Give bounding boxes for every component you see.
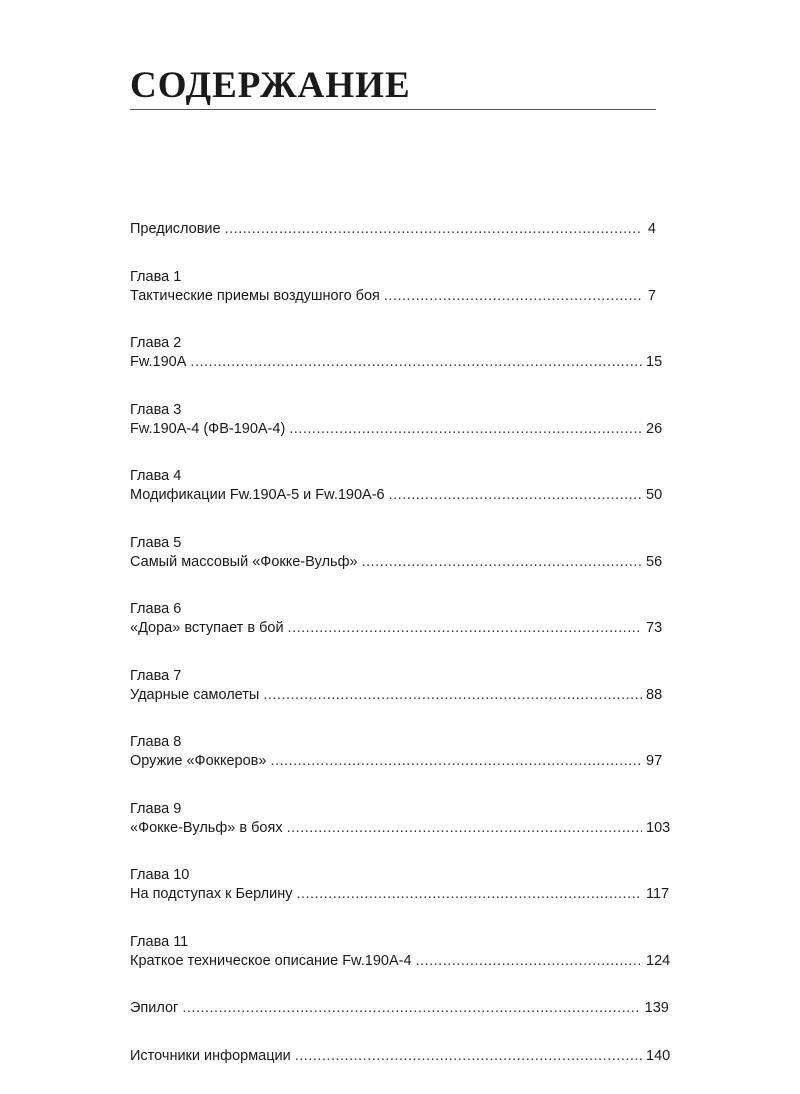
dot-leader [182, 999, 640, 1017]
toc-entry-chapter-1 [130, 268, 656, 306]
toc-chapter-label: Глава 3 [130, 401, 182, 418]
toc-page-number: 15 [646, 354, 663, 370]
dot-leader [225, 220, 642, 238]
toc-page-number: 88 [646, 686, 663, 703]
toc-line [130, 952, 671, 971]
toc-line [130, 287, 656, 306]
dot-leader [190, 353, 642, 371]
toc-entry-chapter-8 [130, 733, 663, 771]
toc-entry-title: Предисловие [130, 221, 221, 237]
toc-chapter-label: Глава 1 [130, 268, 182, 285]
dot-leader [287, 819, 642, 837]
dot-leader [289, 420, 642, 438]
toc-entry-title: «Фокке-Вульф» в боях [130, 819, 283, 836]
page-title: СОДЕРЖАНИЕ [130, 65, 411, 106]
toc-line [130, 752, 663, 771]
toc-chapter-label: Глава 5 [130, 534, 182, 551]
toc-entry-chapter-6 [130, 600, 663, 638]
toc-line [130, 353, 663, 372]
toc-chapter-label: Глава 4 [130, 468, 182, 484]
toc-entry-chapter-4 [130, 467, 663, 505]
toc-entry-title: Эпилог [130, 1000, 179, 1016]
toc-page-number: 4 [647, 221, 656, 237]
toc-chapter-label: Глава 7 [130, 667, 182, 684]
toc-line [130, 486, 663, 505]
toc-entry-sources [130, 1047, 671, 1066]
toc-entry-chapter-11 [130, 933, 671, 971]
toc-line [130, 553, 663, 572]
toc-page-number: 103 [646, 819, 671, 836]
toc-page-number: 7 [647, 287, 656, 304]
dot-leader [416, 952, 642, 970]
toc-entry-chapter-9 [130, 800, 671, 838]
toc-entry-chapter-5 [130, 534, 663, 572]
toc-entry-chapter-3 [130, 401, 663, 439]
dot-leader [384, 287, 642, 305]
toc-page-number: 117 [646, 886, 670, 902]
dot-leader [263, 686, 642, 704]
toc-entry-title: Ударные самолеты [130, 686, 260, 703]
toc-entry-title: Оружие «Фоккеров» [130, 753, 267, 769]
toc-line [130, 819, 671, 838]
toc-line [130, 220, 656, 239]
dot-leader [362, 553, 642, 571]
toc-page-number: 56 [646, 553, 663, 570]
toc-line [130, 420, 663, 439]
dot-leader [389, 486, 642, 504]
toc-entry-preface [130, 220, 656, 239]
toc-entry-title: Тактические приемы воздушного боя [130, 287, 380, 304]
dot-leader [270, 752, 642, 770]
toc-chapter-label: Глава 6 [130, 601, 182, 617]
dot-leader [295, 1047, 642, 1065]
toc-entry-chapter-7 [130, 667, 663, 705]
toc-entry-chapter-10 [130, 866, 670, 904]
toc-entry-title: Fw.190А-4 (ФВ-190А-4) [130, 420, 286, 437]
table-of-contents [130, 220, 671, 1094]
toc-chapter-label: Глава 2 [130, 335, 182, 351]
toc-entry-title: Источники информации [130, 1047, 291, 1064]
toc-line [130, 885, 670, 904]
toc-entry-title: Самый массовый «Фокке-Вульф» [130, 553, 358, 570]
toc-chapter-label: Глава 8 [130, 734, 182, 750]
toc-entry-title: Модификации Fw.190A-5 и Fw.190A-6 [130, 487, 385, 503]
toc-line [130, 619, 663, 638]
dot-leader [296, 885, 642, 903]
toc-page-number: 140 [646, 1047, 671, 1064]
dot-leader [288, 619, 642, 637]
toc-entry-title: Краткое техническое описание Fw.190A-4 [130, 952, 412, 969]
toc-entry-title: «Дора» вступает в бой [130, 620, 284, 636]
toc-page-number: 50 [646, 487, 663, 503]
title-underline [130, 109, 656, 110]
toc-entry-title: Fw.190A [130, 354, 187, 370]
toc-line [130, 1047, 671, 1066]
toc-chapter-label: Глава 10 [130, 867, 190, 883]
toc-page-number: 26 [646, 420, 663, 437]
toc-page-number: 124 [646, 952, 671, 969]
toc-chapter-label: Глава 11 [130, 933, 189, 950]
toc-entry-chapter-2 [130, 334, 663, 372]
toc-entry-epilogue [130, 999, 669, 1018]
toc-chapter-label: Глава 9 [130, 800, 182, 817]
toc-line [130, 999, 669, 1018]
toc-line [130, 686, 663, 705]
toc-page-number: 97 [646, 753, 663, 769]
toc-page-number: 73 [646, 620, 663, 636]
toc-page-number: 139 [644, 1000, 669, 1016]
toc-entry-title: На подступах к Берлину [130, 886, 293, 902]
